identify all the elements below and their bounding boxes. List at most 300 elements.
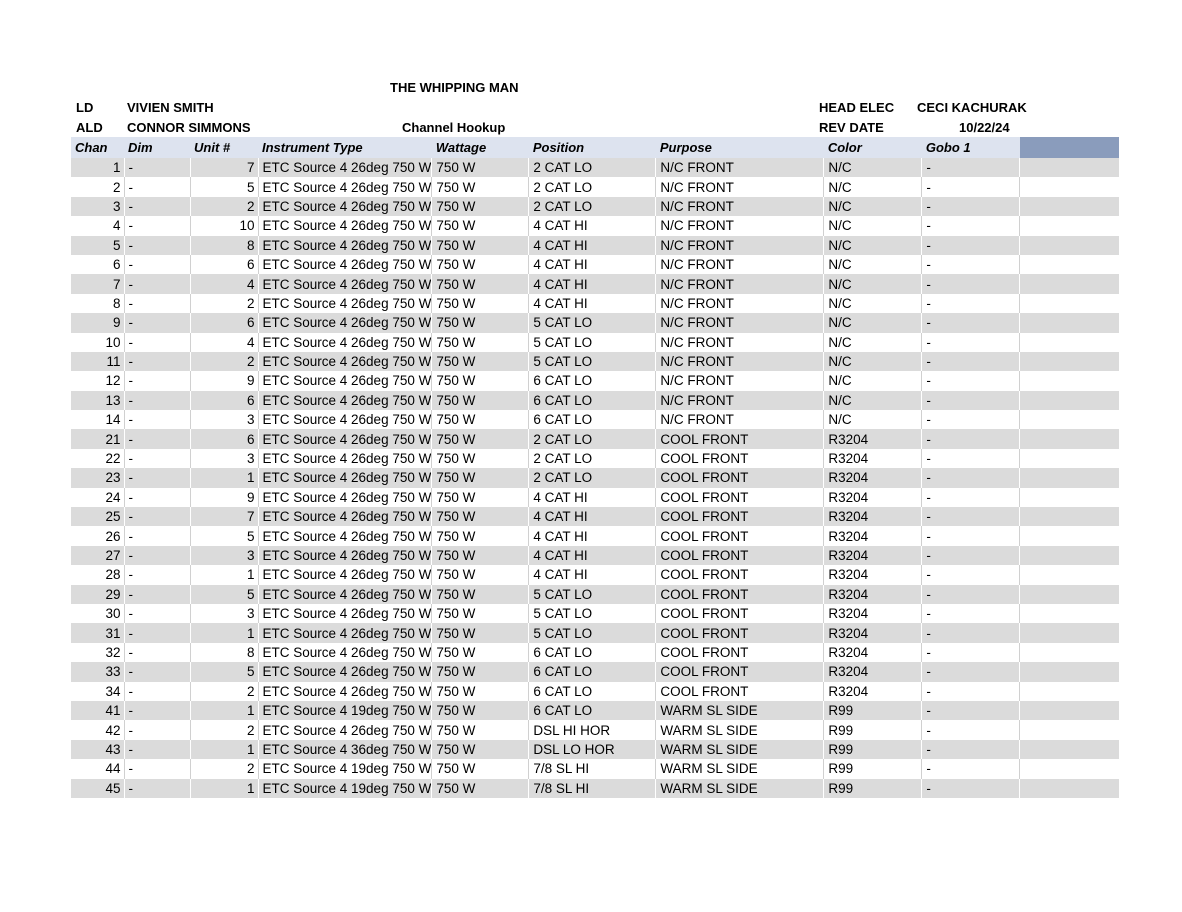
cell-dim: - <box>124 197 190 216</box>
cell-dim: - <box>124 604 190 623</box>
cell-gobo: - <box>922 546 1020 565</box>
cell-purpose: N/C FRONT <box>656 333 824 352</box>
cell-blank <box>1020 410 1119 429</box>
cell-purpose: COOL FRONT <box>656 662 824 681</box>
cell-purpose: WARM SL SIDE <box>656 759 824 778</box>
cell-gobo: - <box>922 255 1020 274</box>
cell-instrument-type: ETC Source 4 26deg 750 W <box>258 604 432 623</box>
cell-gobo: - <box>922 371 1020 390</box>
cell-dim: - <box>124 255 190 274</box>
cell-blank <box>1020 623 1119 642</box>
cell-unit: 1 <box>190 740 258 759</box>
cell-chan: 9 <box>71 313 124 332</box>
cell-purpose: N/C FRONT <box>656 410 824 429</box>
cell-wattage: 750 W <box>432 682 529 701</box>
cell-position: 4 CAT HI <box>529 274 656 293</box>
cell-wattage: 750 W <box>432 410 529 429</box>
cell-unit: 7 <box>190 158 258 177</box>
cell-instrument-type: ETC Source 4 26deg 750 W <box>258 662 432 681</box>
table-row <box>71 507 1119 526</box>
cell-color: R3204 <box>824 643 922 662</box>
cell-color: N/C <box>824 255 922 274</box>
cell-instrument-type: ETC Source 4 26deg 750 W <box>258 274 432 293</box>
table-row <box>71 352 1119 371</box>
cell-position: 5 CAT LO <box>529 585 656 604</box>
cell-instrument-type: ETC Source 4 26deg 750 W <box>258 507 432 526</box>
cell-wattage: 750 W <box>432 429 529 448</box>
cell-instrument-type: ETC Source 4 26deg 750 W <box>258 371 432 390</box>
cell-gobo: - <box>922 177 1020 196</box>
cell-gobo: - <box>922 643 1020 662</box>
cell-chan: 21 <box>71 429 124 448</box>
cell-chan: 34 <box>71 682 124 701</box>
cell-color: N/C <box>824 216 922 235</box>
cell-position: 4 CAT HI <box>529 255 656 274</box>
header-row <box>71 137 1119 158</box>
cell-blank <box>1020 216 1119 235</box>
channel-hookup-table <box>71 137 1119 798</box>
cell-color: R99 <box>824 740 922 759</box>
cell-color: R3204 <box>824 623 922 642</box>
rev-date-label: REV DATE <box>819 120 884 135</box>
cell-gobo: - <box>922 352 1020 371</box>
ld-name: VIVIEN SMITH <box>127 100 214 115</box>
cell-position: 5 CAT LO <box>529 623 656 642</box>
cell-unit: 5 <box>190 526 258 545</box>
cell-wattage: 750 W <box>432 759 529 778</box>
cell-wattage: 750 W <box>432 546 529 565</box>
cell-color: R3204 <box>824 429 922 448</box>
cell-position: 4 CAT HI <box>529 546 656 565</box>
cell-wattage: 750 W <box>432 274 529 293</box>
column-header-unit: Unit # <box>190 137 258 158</box>
cell-blank <box>1020 158 1119 177</box>
cell-blank <box>1020 507 1119 526</box>
cell-unit: 9 <box>190 488 258 507</box>
cell-dim: - <box>124 682 190 701</box>
cell-position: 4 CAT HI <box>529 507 656 526</box>
document-title: Channel Hookup <box>402 120 506 135</box>
cell-dim: - <box>124 740 190 759</box>
cell-instrument-type: ETC Source 4 26deg 750 W <box>258 255 432 274</box>
cell-color: R3204 <box>824 662 922 681</box>
table-row <box>71 371 1119 390</box>
table-row <box>71 197 1119 216</box>
cell-purpose: N/C FRONT <box>656 255 824 274</box>
cell-gobo: - <box>922 274 1020 293</box>
table-row <box>71 274 1119 293</box>
cell-color: N/C <box>824 410 922 429</box>
cell-unit: 8 <box>190 236 258 255</box>
cell-wattage: 750 W <box>432 740 529 759</box>
table-row <box>71 740 1119 759</box>
cell-unit: 9 <box>190 371 258 390</box>
cell-purpose: COOL FRONT <box>656 429 824 448</box>
cell-position: 7/8 SL HI <box>529 759 656 778</box>
head-elec-label: HEAD ELEC <box>819 100 895 115</box>
cell-color: R99 <box>824 701 922 720</box>
cell-dim: - <box>124 352 190 371</box>
cell-instrument-type: ETC Source 4 26deg 750 W <box>258 585 432 604</box>
cell-dim: - <box>124 662 190 681</box>
cell-unit: 1 <box>190 468 258 487</box>
cell-gobo: - <box>922 623 1020 642</box>
cell-dim: - <box>124 701 190 720</box>
cell-gobo: - <box>922 565 1020 584</box>
cell-wattage: 750 W <box>432 197 529 216</box>
cell-position: 6 CAT LO <box>529 371 656 390</box>
cell-dim: - <box>124 391 190 410</box>
cell-blank <box>1020 429 1119 448</box>
cell-chan: 30 <box>71 604 124 623</box>
cell-dim: - <box>124 158 190 177</box>
cell-blank <box>1020 643 1119 662</box>
cell-wattage: 750 W <box>432 604 529 623</box>
cell-unit: 3 <box>190 410 258 429</box>
cell-purpose: COOL FRONT <box>656 682 824 701</box>
cell-gobo: - <box>922 410 1020 429</box>
rev-date-value: 10/22/24 <box>959 120 1010 135</box>
table-row <box>71 565 1119 584</box>
cell-position: 4 CAT HI <box>529 236 656 255</box>
cell-dim: - <box>124 585 190 604</box>
cell-unit: 1 <box>190 701 258 720</box>
cell-blank <box>1020 449 1119 468</box>
cell-blank <box>1020 294 1119 313</box>
cell-position: 4 CAT HI <box>529 294 656 313</box>
column-header-blank <box>1020 137 1119 158</box>
cell-color: R99 <box>824 779 922 798</box>
cell-dim: - <box>124 565 190 584</box>
cell-chan: 22 <box>71 449 124 468</box>
cell-unit: 6 <box>190 255 258 274</box>
cell-dim: - <box>124 759 190 778</box>
cell-purpose: COOL FRONT <box>656 565 824 584</box>
cell-chan: 29 <box>71 585 124 604</box>
cell-purpose: N/C FRONT <box>656 352 824 371</box>
cell-gobo: - <box>922 333 1020 352</box>
cell-purpose: WARM SL SIDE <box>656 701 824 720</box>
table-row <box>71 526 1119 545</box>
ald-name: CONNOR SIMMONS <box>127 120 251 135</box>
table-row <box>71 701 1119 720</box>
cell-unit: 5 <box>190 177 258 196</box>
cell-chan: 13 <box>71 391 124 410</box>
cell-position: 6 CAT LO <box>529 682 656 701</box>
cell-instrument-type: ETC Source 4 26deg 750 W <box>258 177 432 196</box>
cell-wattage: 750 W <box>432 585 529 604</box>
cell-color: R3204 <box>824 526 922 545</box>
cell-color: N/C <box>824 158 922 177</box>
column-header-instrument-type: Instrument Type <box>258 137 432 158</box>
cell-instrument-type: ETC Source 4 26deg 750 W <box>258 197 432 216</box>
cell-color: N/C <box>824 177 922 196</box>
cell-instrument-type: ETC Source 4 19deg 750 W <box>258 759 432 778</box>
table-row <box>71 255 1119 274</box>
cell-chan: 27 <box>71 546 124 565</box>
cell-blank <box>1020 759 1119 778</box>
cell-dim: - <box>124 643 190 662</box>
cell-unit: 3 <box>190 604 258 623</box>
cell-chan: 44 <box>71 759 124 778</box>
cell-color: N/C <box>824 352 922 371</box>
cell-purpose: WARM SL SIDE <box>656 720 824 739</box>
cell-color: R3204 <box>824 507 922 526</box>
table-row <box>71 682 1119 701</box>
cell-dim: - <box>124 177 190 196</box>
table-row <box>71 662 1119 681</box>
cell-gobo: - <box>922 682 1020 701</box>
cell-wattage: 750 W <box>432 526 529 545</box>
table-row <box>71 333 1119 352</box>
cell-chan: 42 <box>71 720 124 739</box>
cell-position: 6 CAT LO <box>529 410 656 429</box>
cell-position: 4 CAT HI <box>529 216 656 235</box>
cell-position: 5 CAT LO <box>529 313 656 332</box>
cell-unit: 6 <box>190 313 258 332</box>
cell-purpose: COOL FRONT <box>656 526 824 545</box>
cell-wattage: 750 W <box>432 216 529 235</box>
cell-blank <box>1020 333 1119 352</box>
cell-dim: - <box>124 546 190 565</box>
column-header-wattage: Wattage <box>432 137 529 158</box>
column-header-purpose: Purpose <box>656 137 824 158</box>
cell-color: R3204 <box>824 682 922 701</box>
cell-blank <box>1020 682 1119 701</box>
cell-instrument-type: ETC Source 4 26deg 750 W <box>258 682 432 701</box>
cell-color: R3204 <box>824 488 922 507</box>
cell-position: 6 CAT LO <box>529 662 656 681</box>
table-row <box>71 313 1119 332</box>
cell-gobo: - <box>922 294 1020 313</box>
cell-blank <box>1020 565 1119 584</box>
cell-gobo: - <box>922 507 1020 526</box>
cell-chan: 31 <box>71 623 124 642</box>
cell-wattage: 750 W <box>432 333 529 352</box>
cell-blank <box>1020 391 1119 410</box>
cell-position: 4 CAT HI <box>529 488 656 507</box>
cell-dim: - <box>124 333 190 352</box>
cell-gobo: - <box>922 313 1020 332</box>
cell-color: R3204 <box>824 468 922 487</box>
cell-wattage: 750 W <box>432 313 529 332</box>
cell-blank <box>1020 701 1119 720</box>
cell-dim: - <box>124 294 190 313</box>
cell-dim: - <box>124 429 190 448</box>
table-row <box>71 216 1119 235</box>
cell-wattage: 750 W <box>432 565 529 584</box>
table-row <box>71 158 1119 177</box>
cell-color: N/C <box>824 371 922 390</box>
cell-dim: - <box>124 720 190 739</box>
cell-gobo: - <box>922 662 1020 681</box>
cell-position: 6 CAT LO <box>529 391 656 410</box>
cell-blank <box>1020 468 1119 487</box>
cell-unit: 6 <box>190 429 258 448</box>
table-row <box>71 294 1119 313</box>
cell-gobo: - <box>922 158 1020 177</box>
cell-purpose: COOL FRONT <box>656 468 824 487</box>
cell-position: 2 CAT LO <box>529 449 656 468</box>
cell-gobo: - <box>922 449 1020 468</box>
cell-chan: 2 <box>71 177 124 196</box>
cell-position: 6 CAT LO <box>529 643 656 662</box>
show-title: THE WHIPPING MAN <box>390 80 519 95</box>
cell-dim: - <box>124 488 190 507</box>
cell-color: N/C <box>824 197 922 216</box>
table-row <box>71 468 1119 487</box>
cell-wattage: 750 W <box>432 623 529 642</box>
cell-unit: 3 <box>190 546 258 565</box>
cell-blank <box>1020 585 1119 604</box>
cell-purpose: N/C FRONT <box>656 216 824 235</box>
cell-purpose: COOL FRONT <box>656 643 824 662</box>
cell-instrument-type: ETC Source 4 26deg 750 W <box>258 488 432 507</box>
cell-dim: - <box>124 779 190 798</box>
cell-color: R99 <box>824 720 922 739</box>
table-row <box>71 429 1119 448</box>
cell-instrument-type: ETC Source 4 26deg 750 W <box>258 546 432 565</box>
cell-purpose: COOL FRONT <box>656 585 824 604</box>
table-row <box>71 720 1119 739</box>
cell-purpose: COOL FRONT <box>656 449 824 468</box>
cell-blank <box>1020 352 1119 371</box>
cell-blank <box>1020 546 1119 565</box>
cell-unit: 4 <box>190 274 258 293</box>
cell-color: N/C <box>824 313 922 332</box>
cell-chan: 7 <box>71 274 124 293</box>
cell-dim: - <box>124 274 190 293</box>
cell-dim: - <box>124 623 190 642</box>
cell-wattage: 750 W <box>432 294 529 313</box>
head-elec-name: CECI KACHURAK <box>917 100 1027 115</box>
ld-label: LD <box>76 100 94 115</box>
cell-unit: 2 <box>190 759 258 778</box>
cell-position: 5 CAT LO <box>529 333 656 352</box>
cell-wattage: 750 W <box>432 177 529 196</box>
cell-position: 2 CAT LO <box>529 468 656 487</box>
cell-chan: 41 <box>71 701 124 720</box>
cell-unit: 7 <box>190 507 258 526</box>
table-row <box>71 623 1119 642</box>
cell-purpose: N/C FRONT <box>656 197 824 216</box>
cell-purpose: N/C FRONT <box>656 391 824 410</box>
cell-instrument-type: ETC Source 4 36deg 750 W <box>258 740 432 759</box>
cell-chan: 43 <box>71 740 124 759</box>
cell-wattage: 750 W <box>432 701 529 720</box>
table-row <box>71 177 1119 196</box>
cell-gobo: - <box>922 720 1020 739</box>
cell-chan: 32 <box>71 643 124 662</box>
cell-instrument-type: ETC Source 4 26deg 750 W <box>258 565 432 584</box>
cell-gobo: - <box>922 779 1020 798</box>
cell-blank <box>1020 313 1119 332</box>
cell-purpose: N/C FRONT <box>656 274 824 293</box>
cell-chan: 6 <box>71 255 124 274</box>
cell-position: 5 CAT LO <box>529 352 656 371</box>
cell-dim: - <box>124 468 190 487</box>
cell-purpose: COOL FRONT <box>656 623 824 642</box>
cell-chan: 14 <box>71 410 124 429</box>
cell-blank <box>1020 371 1119 390</box>
cell-instrument-type: ETC Source 4 26deg 750 W <box>258 449 432 468</box>
cell-unit: 4 <box>190 333 258 352</box>
cell-purpose: N/C FRONT <box>656 294 824 313</box>
cell-dim: - <box>124 507 190 526</box>
cell-position: 2 CAT LO <box>529 177 656 196</box>
cell-chan: 28 <box>71 565 124 584</box>
cell-dim: - <box>124 236 190 255</box>
table-row <box>71 779 1119 798</box>
cell-blank <box>1020 720 1119 739</box>
cell-instrument-type: ETC Source 4 26deg 750 W <box>258 410 432 429</box>
cell-wattage: 750 W <box>432 371 529 390</box>
cell-instrument-type: ETC Source 4 26deg 750 W <box>258 236 432 255</box>
cell-instrument-type: ETC Source 4 26deg 750 W <box>258 294 432 313</box>
cell-position: 2 CAT LO <box>529 429 656 448</box>
column-header-color: Color <box>824 137 922 158</box>
cell-purpose: N/C FRONT <box>656 177 824 196</box>
cell-wattage: 750 W <box>432 779 529 798</box>
cell-purpose: COOL FRONT <box>656 507 824 526</box>
cell-gobo: - <box>922 197 1020 216</box>
cell-blank <box>1020 274 1119 293</box>
cell-wattage: 750 W <box>432 158 529 177</box>
cell-instrument-type: ETC Source 4 26deg 750 W <box>258 333 432 352</box>
cell-blank <box>1020 177 1119 196</box>
cell-blank <box>1020 740 1119 759</box>
cell-unit: 6 <box>190 391 258 410</box>
column-header-dim: Dim <box>124 137 190 158</box>
cell-position: 5 CAT LO <box>529 604 656 623</box>
cell-blank <box>1020 255 1119 274</box>
table-row <box>71 488 1119 507</box>
cell-blank <box>1020 488 1119 507</box>
cell-color: R3204 <box>824 546 922 565</box>
cell-gobo: - <box>922 585 1020 604</box>
cell-gobo: - <box>922 468 1020 487</box>
cell-instrument-type: ETC Source 4 26deg 750 W <box>258 216 432 235</box>
cell-unit: 8 <box>190 643 258 662</box>
cell-blank <box>1020 779 1119 798</box>
cell-color: N/C <box>824 236 922 255</box>
cell-gobo: - <box>922 236 1020 255</box>
cell-blank <box>1020 197 1119 216</box>
cell-instrument-type: ETC Source 4 26deg 750 W <box>258 643 432 662</box>
cell-position: 6 CAT LO <box>529 701 656 720</box>
column-header-gobo: Gobo 1 <box>922 137 1020 158</box>
cell-color: R3204 <box>824 604 922 623</box>
cell-unit: 1 <box>190 779 258 798</box>
cell-position: 7/8 SL HI <box>529 779 656 798</box>
ald-label: ALD <box>76 120 103 135</box>
table-row <box>71 604 1119 623</box>
cell-position: DSL LO HOR <box>529 740 656 759</box>
cell-purpose: N/C FRONT <box>656 236 824 255</box>
cell-color: N/C <box>824 274 922 293</box>
table-row <box>71 236 1119 255</box>
cell-gobo: - <box>922 429 1020 448</box>
cell-dim: - <box>124 313 190 332</box>
cell-instrument-type: ETC Source 4 26deg 750 W <box>258 313 432 332</box>
cell-purpose: N/C FRONT <box>656 158 824 177</box>
cell-gobo: - <box>922 759 1020 778</box>
cell-wattage: 750 W <box>432 449 529 468</box>
cell-gobo: - <box>922 604 1020 623</box>
cell-purpose: N/C FRONT <box>656 313 824 332</box>
cell-instrument-type: ETC Source 4 26deg 750 W <box>258 158 432 177</box>
cell-instrument-type: ETC Source 4 26deg 750 W <box>258 623 432 642</box>
